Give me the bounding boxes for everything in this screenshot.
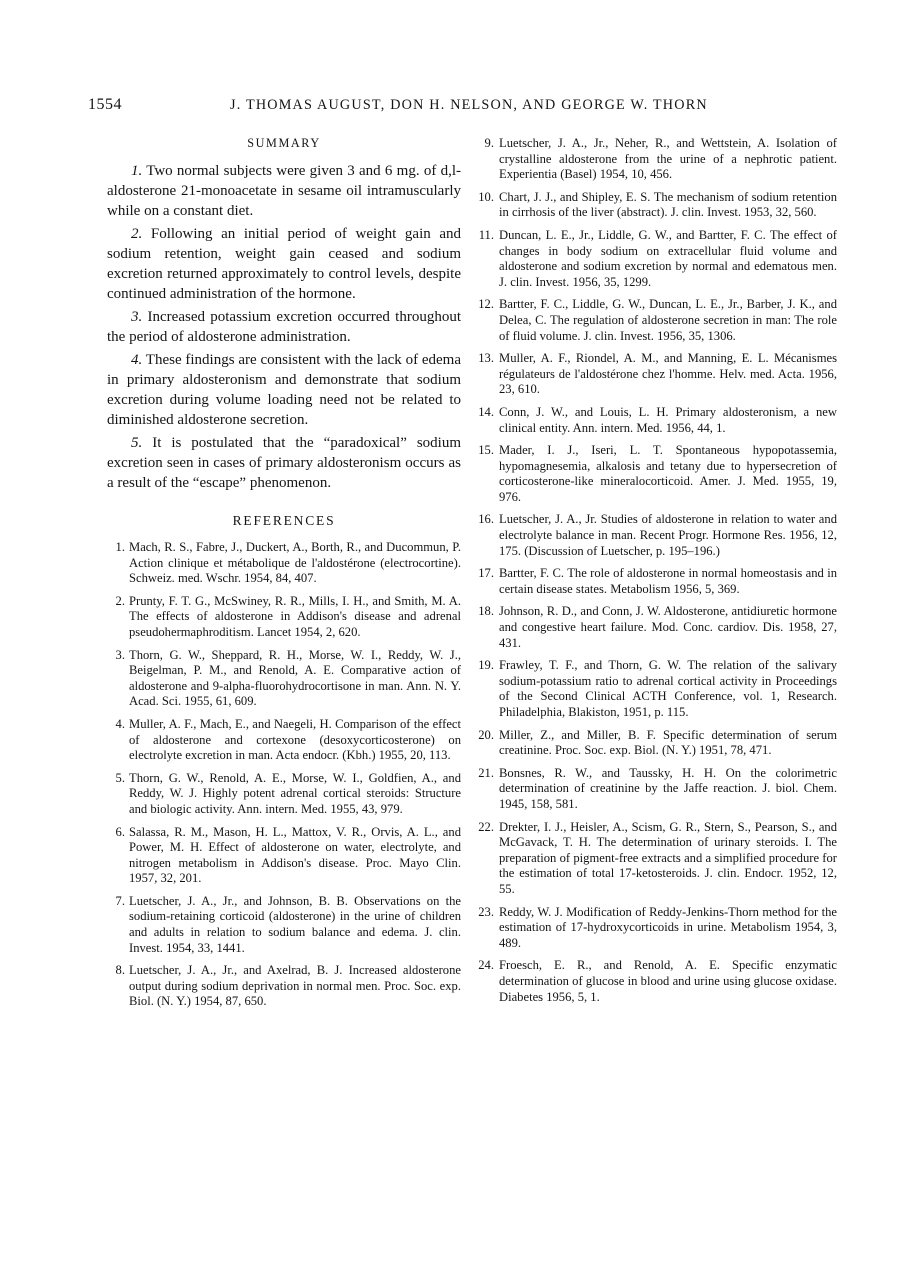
reference-number: 10. — [478, 189, 494, 204]
reference-item — [477, 728, 837, 759]
summary-item — [107, 433, 461, 493]
reference-text: Bartter, F. C. The role of aldosterone in normal homeostasis and in certain disease states. Metabolism 1956, 5, 369. — [499, 566, 837, 596]
reference-text: Mach, R. S., Fabre, J., Duckert, A., Borth, R., and Ducommun, P. Action clinique et métabolique de l'aldostérone (electrocortine). Schweiz. med. Wschr. 1954, 84, 407. — [129, 540, 461, 586]
reference-text: Thorn, G. W., Renold, A. E., Morse, W. I., Goldfien, A., and Reddy, W. J. Highly potent adrenal cortical steroids: Structure and biologic activity. Ann. intern. Med. 1955, 43, 979. — [129, 770, 461, 816]
summary-item-text: Following an initial period of weight gain and sodium retention, weight gain ceased and sodium excretion returned approximately to control levels, despite continued administration of the hormone. — [107, 226, 461, 302]
summary-item-number: 5. — [131, 435, 143, 451]
reference-item — [477, 820, 837, 898]
reference-text: Salassa, R. M., Mason, H. L., Mattox, V. R., Orvis, A. L., and Power, M. H. Effect of aldosterone on water, electrolyte, and nitrogen metabolism in Addison's disease. Proc. Mayo Clin. 1957, 32, 201. — [129, 824, 461, 886]
summary-item — [107, 350, 461, 430]
summary-heading: SUMMARY — [247, 136, 321, 150]
summary-item-text: Increased potassium excretion occurred throughout the period of aldosterone administration. — [107, 309, 462, 345]
reference-item — [477, 566, 837, 597]
reference-number: 6. — [115, 824, 125, 839]
reference-item — [477, 351, 837, 398]
reference-number: 20. — [478, 727, 494, 742]
left-column — [107, 136, 461, 1017]
reference-item — [107, 594, 461, 641]
reference-item — [477, 443, 837, 505]
reference-text: Thorn, G. W., Sheppard, R. H., Morse, W. I., Reddy, W. J., Beigelman, P. M., and Renold, A. E. Comparative action of aldosterone and 9-alpha-fluorohydrocortisone in man. Ann. N. Y. Acad. Sci. 1955, 61, 609. — [129, 647, 461, 709]
running-head — [88, 96, 848, 120]
page-number: 1554 — [88, 96, 122, 113]
summary-item-text: These findings are consistent with the lack of edema in primary aldosteronism and demonstrate that sodium excretion during volume loading need not be related to diminished aldosterone secretion. — [107, 352, 461, 428]
reference-number: 3. — [115, 647, 125, 662]
reference-number: 7. — [115, 893, 125, 908]
reference-number: 19. — [478, 658, 494, 673]
reference-number: 9. — [484, 136, 494, 150]
reference-text: Miller, Z., and Miller, B. F. Specific determination of serum creatinine. Proc. Soc. exp. Biol. (N. Y.) 1951, 78, 471. — [499, 727, 837, 758]
reference-text: Muller, A. F., Mach, E., and Naegeli, H. Comparison of the effect of aldosterone and cortexone (desoxycorticosterone) on electrolyte excretion in man. Acta endocr. (Kbh.) 1955, 20, 113. — [129, 716, 461, 763]
reference-item — [477, 405, 837, 436]
summary-item-number: 4. — [131, 352, 143, 368]
reference-text: Reddy, W. J. Modification of Reddy-Jenkins-Thorn method for the estimation of 17-hydroxycorticoids in urine. Metabolism 1954, 3, 489. — [499, 904, 837, 950]
reference-item — [107, 771, 461, 818]
reference-item — [107, 825, 461, 887]
reference-number: 12. — [478, 297, 494, 312]
reference-item — [477, 136, 837, 183]
reference-item — [477, 228, 837, 290]
summary-item-number: 1. — [131, 163, 143, 179]
reference-text: Prunty, F. T. G., McSwiney, R. R., Mills, I. H., and Smith, M. A. The effects of aldosterone in Addison's disease and adrenal pseudohermaphroditism. Lancet 1954, 2, 620. — [129, 593, 461, 639]
reference-text: Bonsnes, R. W., and Taussky, H. H. On the colorimetric determination of creatinine by the Jaffe reaction. J. biol. Chem. 1945, 158, 581. — [499, 765, 837, 811]
summary-item — [107, 307, 461, 347]
reference-number: 22. — [478, 819, 494, 834]
reference-item — [477, 905, 837, 952]
reference-text: Conn, J. W., and Louis, L. H. Primary aldosteronism, a new clinical entity. Ann. intern. Med. 1956, 44, 1. — [499, 404, 837, 435]
reference-item — [477, 512, 837, 559]
running-head-authors: J. THOMAS AUGUST, DON H. NELSON, AND GEORGE W. THORN — [230, 97, 708, 113]
reference-text: Chart, J. J., and Shipley, E. S. The mechanism of sodium retention in cirrhosis of the liver (abstract). J. clin. Invest. 1953, 32, 560. — [499, 189, 837, 220]
reference-text: Frawley, T. F., and Thorn, G. W. The relation of the salivary sodium-potassium ratio to adrenal cortical activity in Proceedings of the Second Clinical ACTH Conference, vol. 1, Research. Philadelphia, Blakiston, 1951, p. 115. — [499, 658, 837, 719]
reference-number: 14. — [478, 404, 494, 419]
reference-number: 15. — [478, 443, 494, 458]
reference-text: Bartter, F. C., Liddle, G. W., Duncan, L. E., Jr., Barber, J. K., and Delea, C. The regulation of aldosterone secretion in man: The role of fluid volume. J. clin. Invest. 1956, 35, 1306. — [499, 297, 837, 343]
reference-item — [477, 297, 837, 344]
reference-number: 5. — [115, 770, 125, 785]
reference-text: Luetscher, J. A., Jr., and Johnson, B. B. Observations on the sodium-retaining corticoid (aldosterone) in the urine of children and adults in relation to sodium balance and edema. J. clin. Invest. 1954, 33, 1441. — [129, 893, 461, 955]
reference-item — [477, 604, 837, 651]
reference-text: Muller, A. F., Riondel, A. M., and Manning, E. L. Mécanismes régulateurs de l'aldostérone chez l'homme. Helv. med. Acta. 1956, 23, 610. — [499, 351, 837, 397]
reference-text: Luetscher, J. A., Jr. Studies of aldosterone in relation to water and electrolyte balance in man. Recent Progr. Hormone Res. 1956, 12, 175. (Discussion of Luetscher, p. 195–196.) — [499, 512, 837, 558]
reference-item — [477, 766, 837, 813]
reference-number: 8. — [115, 963, 125, 978]
reference-number: 23. — [478, 904, 494, 919]
references-heading: REFERENCES — [232, 513, 336, 528]
reference-item — [107, 540, 461, 587]
summary-item-text: Two normal subjects were given 3 and 6 mg. of d,l-aldosterone 21-monoacetate in sesame oil intramuscularly while on a constant diet. — [107, 163, 461, 219]
reference-text: Luetscher, J. A., Jr., and Axelrad, B. J. Increased aldosterone output during sodium deprivation in normal men. Proc. Soc. exp. Biol. (N. Y.) 1954, 87, 650. — [129, 963, 461, 1009]
reference-number: 16. — [478, 512, 494, 527]
reference-number: 1. — [115, 540, 125, 554]
reference-item — [107, 648, 461, 710]
summary-item-number: 3. — [131, 309, 143, 325]
reference-item — [477, 658, 837, 720]
reference-number: 2. — [115, 593, 125, 608]
summary-item-number: 2. — [131, 226, 143, 242]
reference-number: 17. — [478, 566, 494, 581]
reference-item — [477, 958, 837, 1005]
reference-item — [107, 717, 461, 764]
reference-text: Duncan, L. E., Jr., Liddle, G. W., and Bartter, F. C. The effect of changes in body sodium on extracellular fluid volume and aldosterone and sodium excretion by normal and edematous men. J. clin. Invest. 1956, 35, 1299. — [499, 227, 837, 289]
reference-number: 24. — [478, 958, 494, 973]
summary-item-text: It is postulated that the “paradoxical” sodium excretion seen in cases of primary aldosteronism occurs as a result of the “escape” phenomenon. — [107, 435, 461, 491]
reference-number: 4. — [115, 716, 125, 731]
reference-text: Drekter, I. J., Heisler, A., Scism, G. R., Stern, S., Pearson, S., and McGavack, T. H. The determination of urinary steroids. I. The preparation of pigment-free extracts and a simplified procedure for the estimation of total 17-ketosteroids. J. clin. Endocr. 1952, 12, 55. — [499, 819, 837, 896]
summary-item — [107, 224, 461, 304]
reference-text: Luetscher, J. A., Jr., Neher, R., and Wettstein, A. Isolation of crystalline aldosterone from the urine of a nephrotic patient. Experientia (Basel) 1954, 10, 456. — [499, 136, 837, 182]
reference-number: 13. — [478, 351, 494, 366]
reference-number: 21. — [478, 765, 494, 780]
reference-text: Mader, I. J., Iseri, L. T. Spontaneous hypopotassemia, hypomagnesemia, alkalosis and tetany due to hypersecretion of corticosterone-like mineralocorticoid. Amer. J. Med. 1955, 19, 976. — [499, 443, 837, 504]
right-column — [477, 136, 837, 1012]
summary-item — [107, 161, 461, 221]
reference-number: 11. — [478, 227, 494, 242]
reference-item — [477, 190, 837, 221]
reference-item — [107, 894, 461, 956]
reference-text: Froesch, E. R., and Renold, A. E. Specific enzymatic determination of glucose in blood and urine using glucose oxidase. Diabetes 1956, 5, 1. — [499, 958, 837, 1004]
reference-number: 18. — [478, 604, 494, 619]
reference-item — [107, 963, 461, 1010]
reference-text: Johnson, R. D., and Conn, J. W. Aldosterone, antidiuretic hormone and congestive heart failure. Mod. Conc. cardiov. Dis. 1958, 27, 431. — [499, 604, 837, 650]
